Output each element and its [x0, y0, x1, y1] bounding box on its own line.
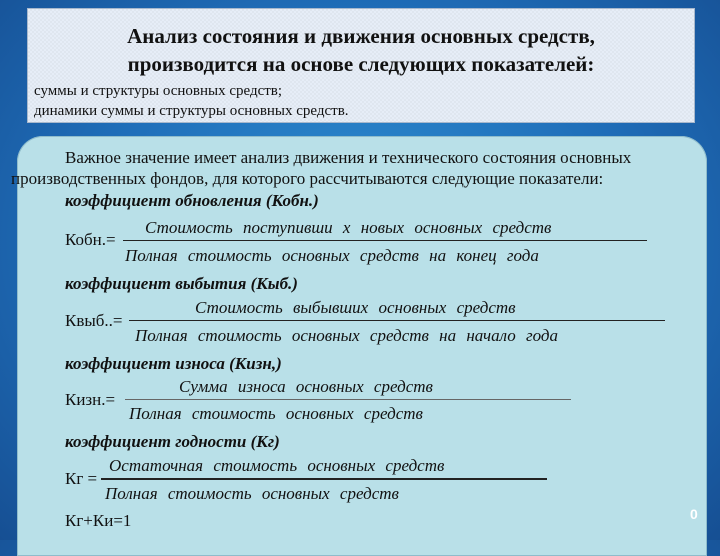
renewal-numerator: Стоимость поступивши х новых основных средств: [145, 218, 552, 237]
list-item: суммы и структуры основных средств;: [34, 83, 283, 99]
retirement-numerator: Стоимость выбывших основных средств: [195, 298, 516, 317]
fraction-bar: [129, 320, 665, 321]
retirement-heading: коэффициент выбытия (Кыб.): [65, 274, 298, 293]
fraction-bar: [125, 399, 571, 400]
fitness-heading: коэффициент годности (Кг): [65, 432, 280, 451]
sum-formula: Кг+Ки=1: [65, 511, 132, 530]
wear-denominator: Полная стоимость основных средств: [129, 404, 423, 423]
renewal-heading: коэффициент обновления (Кобн.): [65, 191, 319, 210]
wear-label: Кизн.=: [65, 390, 116, 409]
content-panel: [11, 136, 707, 556]
fitness-denominator: Полная стоимость основных средств: [105, 484, 399, 503]
fraction-bar: [101, 478, 547, 480]
wear-numerator: Сумма износа основных средств: [179, 377, 433, 396]
wear-heading: коэффициент износа (Кизн,): [65, 354, 282, 373]
retirement-denominator: Полная стоимость основных средств на начало года: [135, 326, 559, 345]
page-number: 0: [690, 506, 698, 522]
retirement-label: Квыб..=: [65, 311, 123, 330]
intro-line1: Важное значение имеет анализ движения и технического состояния основных: [65, 148, 632, 167]
fitness-numerator: Остаточная стоимость основных средств: [109, 456, 445, 475]
fitness-label: Кг =: [65, 469, 98, 488]
slide-title-line1: Анализ состояния и движения основных средств,: [127, 24, 595, 48]
title-panel: [27, 8, 695, 123]
renewal-label: Кобн.=: [65, 230, 116, 249]
slide-title-line2: производится на основе следующих показателей:: [127, 52, 595, 76]
list-item: динамики суммы и структуры основных средств.: [34, 103, 349, 119]
intro-line2: производственных фондов, для которого рассчитываются следующие показатели:: [11, 169, 604, 188]
fraction-bar: [123, 240, 647, 241]
renewal-denominator: Полная стоимость основных средств на конец года: [125, 246, 539, 265]
